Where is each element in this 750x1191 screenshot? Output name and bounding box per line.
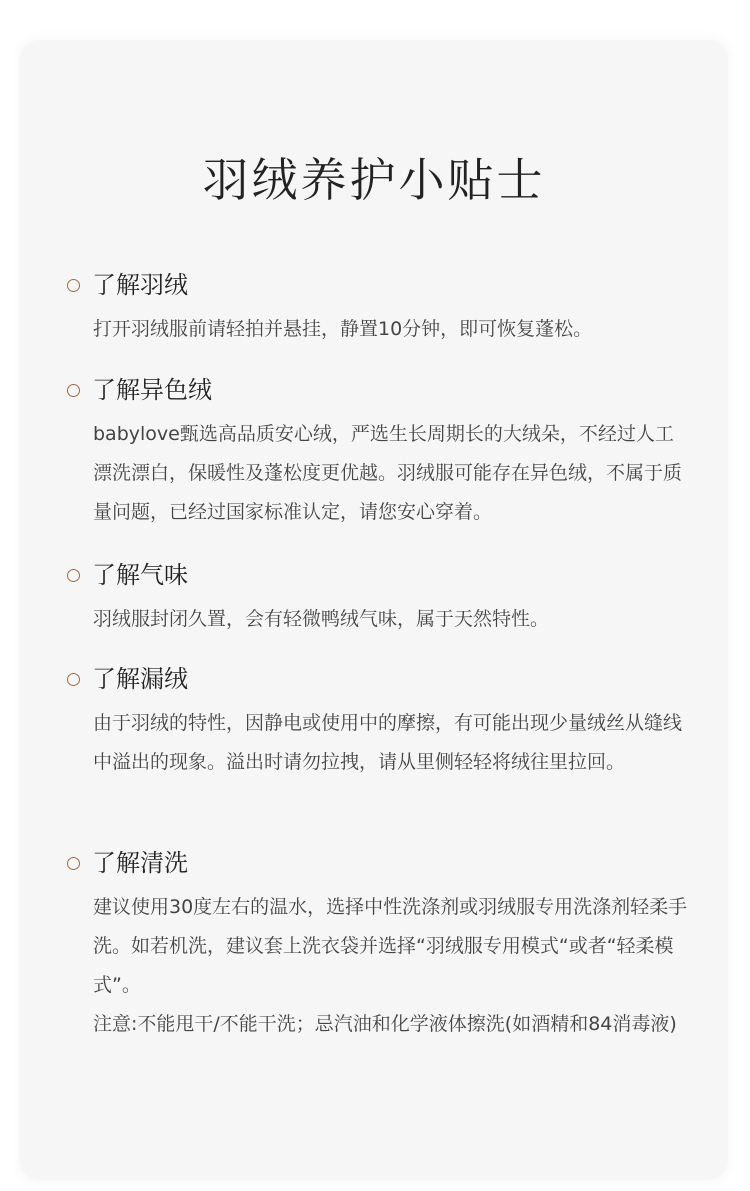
section-heading [67, 270, 707, 300]
page-title: 羽绒养护小贴士 [202, 153, 546, 207]
section-heading [67, 848, 707, 878]
section-heading-text: 了解气味 [92, 561, 188, 589]
section-heading-text: 了解异色绒 [92, 376, 212, 404]
section-body [93, 888, 691, 1044]
circle-bullet-icon [67, 279, 80, 292]
section-down [67, 270, 707, 349]
section-paragraph: 建议使用30度左右的温水，选择中性洗涤剂或羽绒服专用洗涤剂轻柔手洗。如若机洗，建议套上洗衣袋并选择“羽绒服专用模式“或者“轻柔模式”。 [93, 896, 688, 996]
circle-bullet-icon [67, 384, 80, 397]
section-paragraph: babylove甄选高品质安心绒，严选生长周期长的大绒朵，不经过人工漂洗漂白，保暖性及蓬松度更优越。羽绒服可能存在异色绒，不属于质量问题，已经过国家标准认定，请您安心穿着。 [93, 423, 683, 523]
circle-bullet-icon [67, 569, 80, 582]
section-heading [67, 664, 707, 694]
section-paragraph: 羽绒服封闭久置，会有轻微鸭绒气味，属于天然特性。 [93, 608, 550, 630]
section-paragraph: 由于羽绒的特性，因静电或使用中的摩擦，有可能出现少量绒丝从缝线中溢出的现象。溢出时请勿拉拽，请从里侧轻轻将绒往里拉回。 [93, 712, 683, 773]
section-washing [67, 848, 707, 1044]
section-note: 注意:不能甩干/不能干洗；忌汽油和化学液体擦洗(如酒精和84消毒液) [93, 1013, 677, 1035]
tips-card [20, 40, 728, 1180]
section-body [93, 704, 691, 782]
section-heading-text: 了解清洗 [92, 849, 188, 877]
section-heading-text: 了解羽绒 [92, 271, 188, 299]
section-heading [67, 560, 707, 590]
section-down-leakage [67, 664, 707, 782]
section-odor [67, 560, 707, 639]
circle-bullet-icon [67, 673, 80, 686]
circle-bullet-icon [67, 857, 80, 870]
section-heading [67, 375, 707, 405]
section-heading-text: 了解漏绒 [92, 665, 188, 693]
section-body [93, 415, 691, 532]
section-body [93, 600, 691, 639]
section-paragraph: 打开羽绒服前请轻拍并悬挂，静置10分钟，即可恢复蓬松。 [93, 318, 593, 340]
section-off-color-down [67, 375, 707, 532]
section-body [93, 310, 691, 349]
